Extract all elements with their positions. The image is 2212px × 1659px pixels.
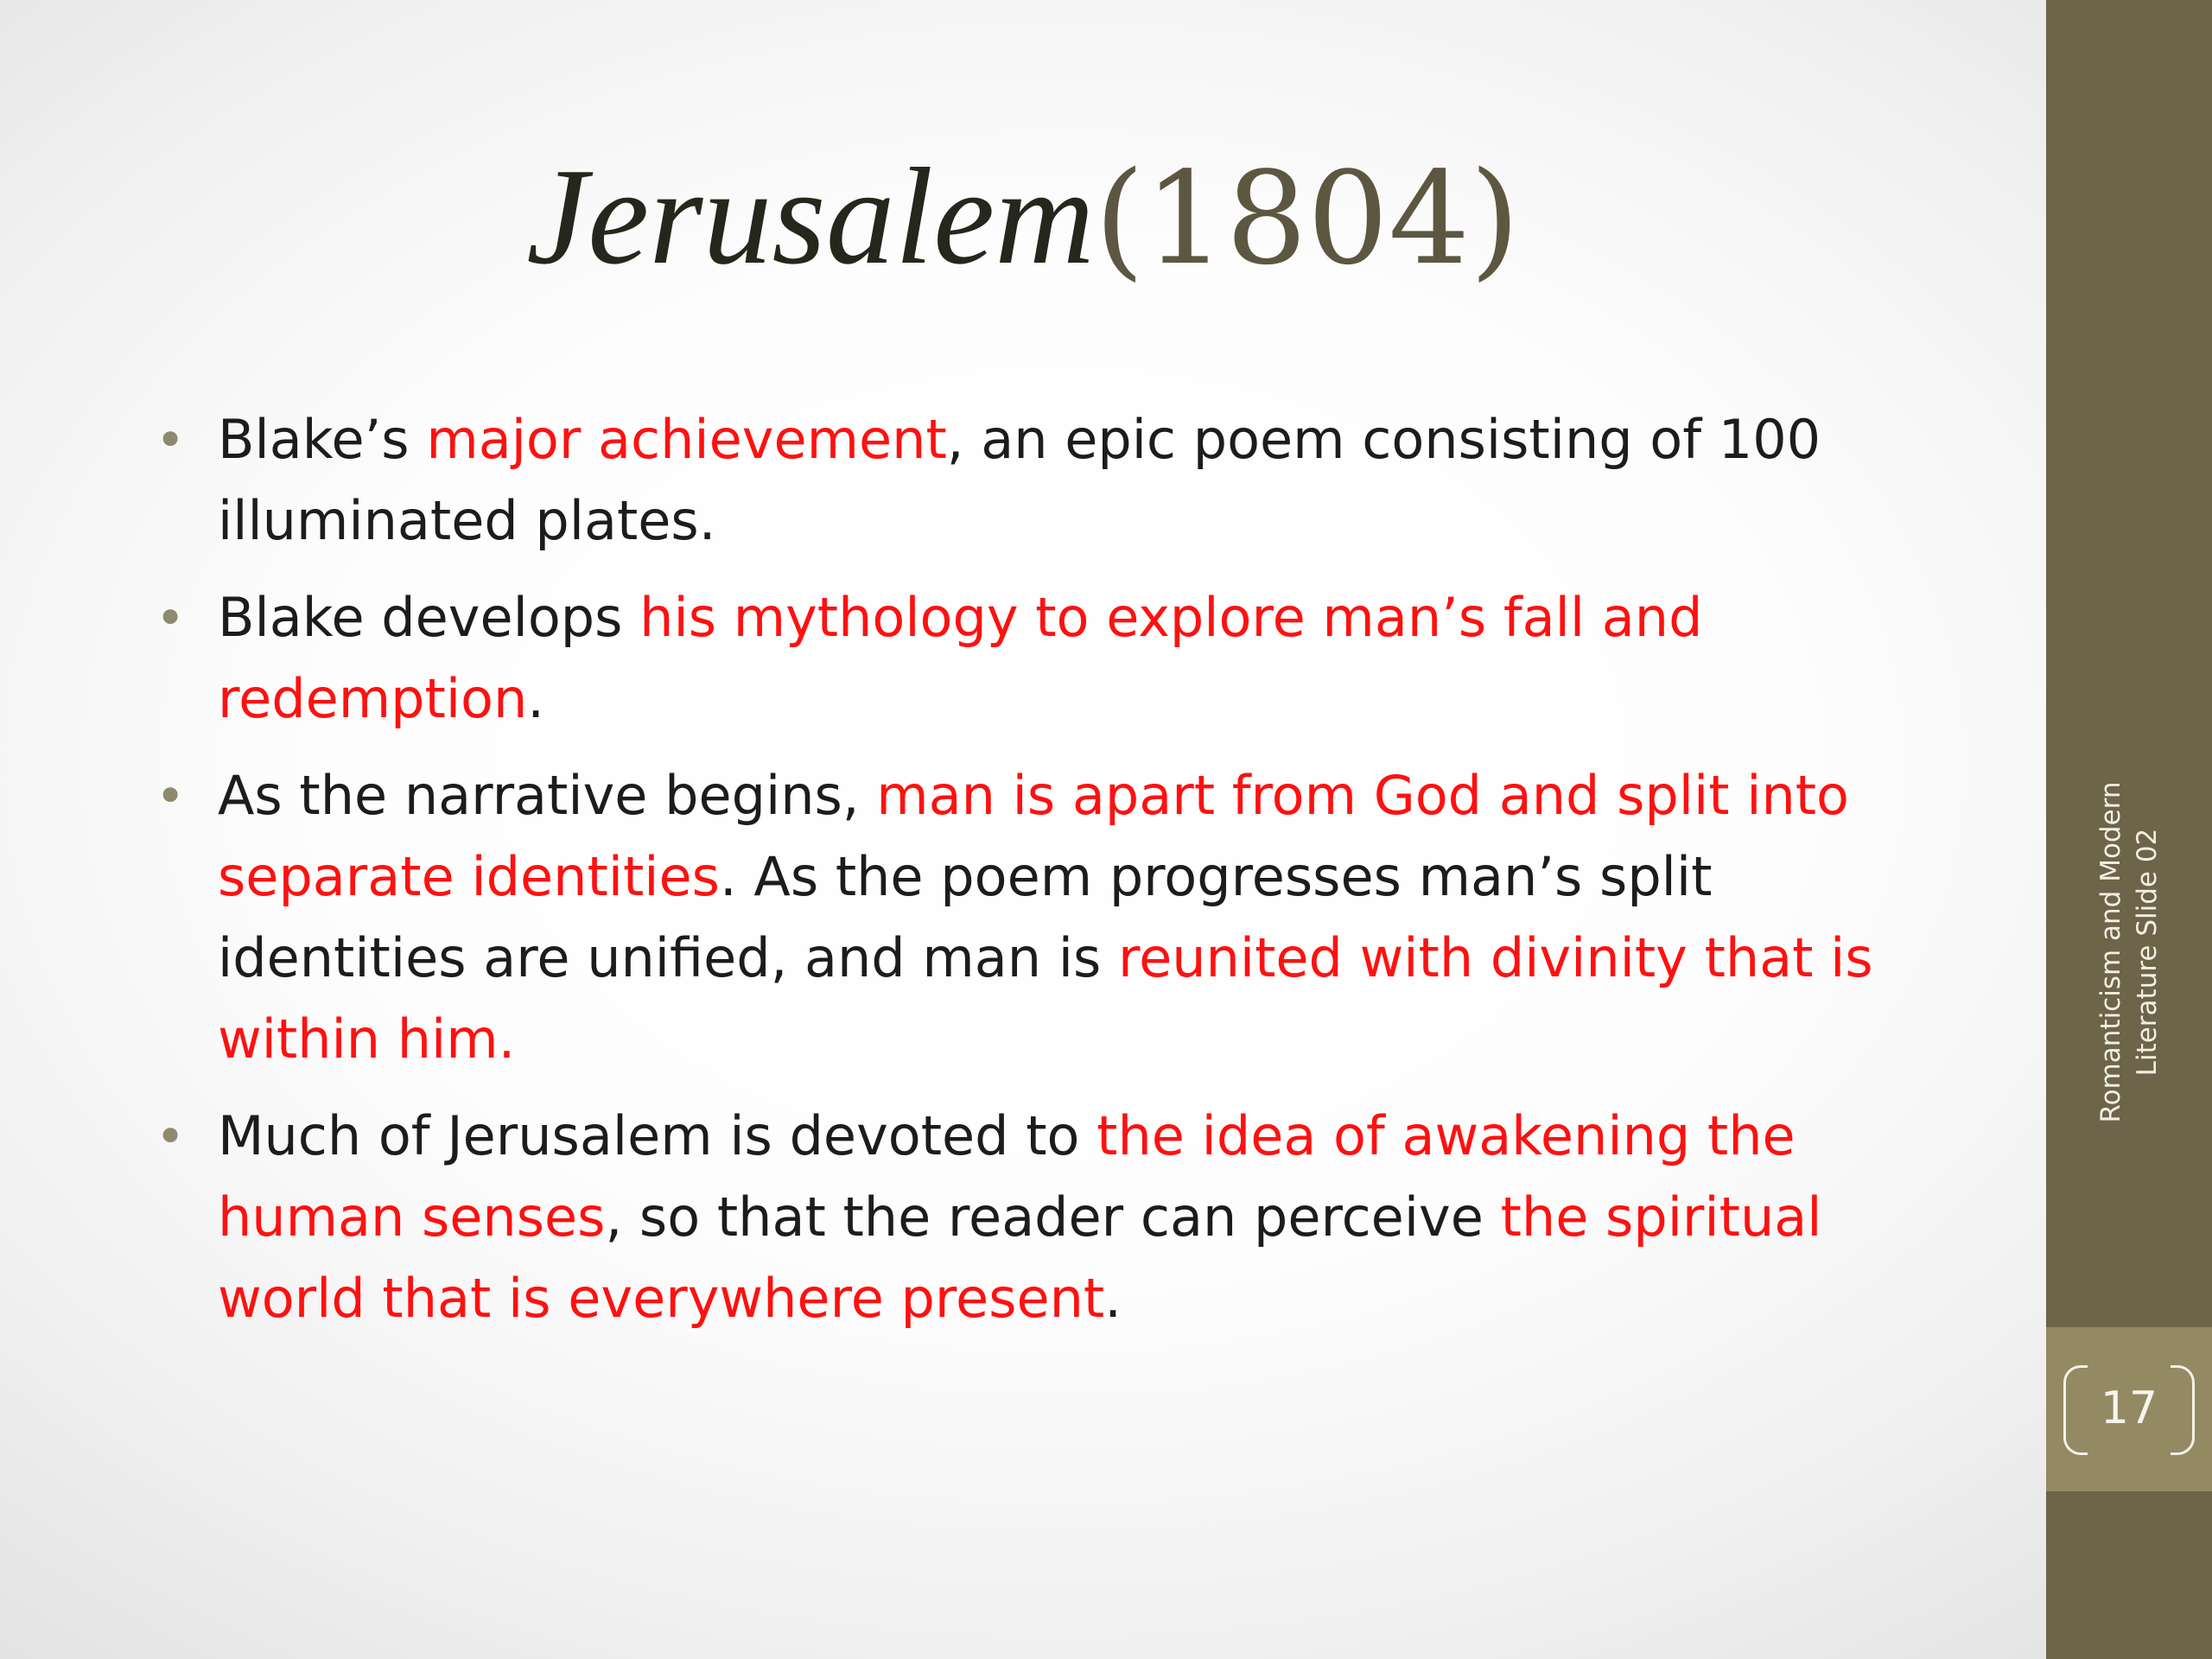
bullet-text: . As the poem progresses man’s split identities are unified, and man is <box>218 845 1713 989</box>
bullet-item <box>156 755 1927 1080</box>
bullet-highlight: reunited with divinity that is within him. <box>218 926 1873 1071</box>
bullet-highlight: the spiritual world that is everywhere present <box>218 1185 1822 1330</box>
bullet-text: . <box>527 667 545 730</box>
bullet-highlight: the idea of awakening the human senses <box>218 1104 1796 1249</box>
title-main: Jerusalem <box>526 139 1095 293</box>
bullet-text: Blake’s <box>218 408 427 471</box>
bullet-item <box>156 399 1927 562</box>
bullet-text: , so that the reader can perceive <box>605 1185 1501 1249</box>
bullet-dot-icon: • <box>156 1107 186 1166</box>
bullet-dot-icon: • <box>156 410 186 469</box>
bullet-text: Much of Jerusalem is devoted to <box>218 1104 1097 1167</box>
bullet-text: . <box>1104 1267 1122 1330</box>
bullet-text: As the narrative begins, <box>218 764 877 827</box>
bullet-dot-icon: • <box>156 766 186 825</box>
bullet-list <box>156 399 1927 1355</box>
bullet-dot-icon: • <box>156 588 186 647</box>
title-year: (1804) <box>1094 144 1520 293</box>
bullet-highlight: his mythology to explore man’s fall and redemption <box>218 586 1703 730</box>
slide-title <box>0 130 2046 305</box>
bullet-item <box>156 577 1927 740</box>
bullet-text: Blake develops <box>218 586 640 649</box>
bracket-right-icon <box>2171 1365 2195 1455</box>
bullet-highlight: major achievement <box>426 408 947 471</box>
slide-footer-text: Romanticism and Modern Literature Slide 02 <box>2095 781 2163 1123</box>
bullet-text: , an epic poem consisting of 100 illuminated plates. <box>218 408 1821 552</box>
page-number: 17 <box>2100 1382 2158 1434</box>
bullet-highlight: man is apart from God and split into separate identities <box>218 764 1849 908</box>
page-number-box <box>2046 1327 2212 1491</box>
bullet-item <box>156 1096 1927 1339</box>
